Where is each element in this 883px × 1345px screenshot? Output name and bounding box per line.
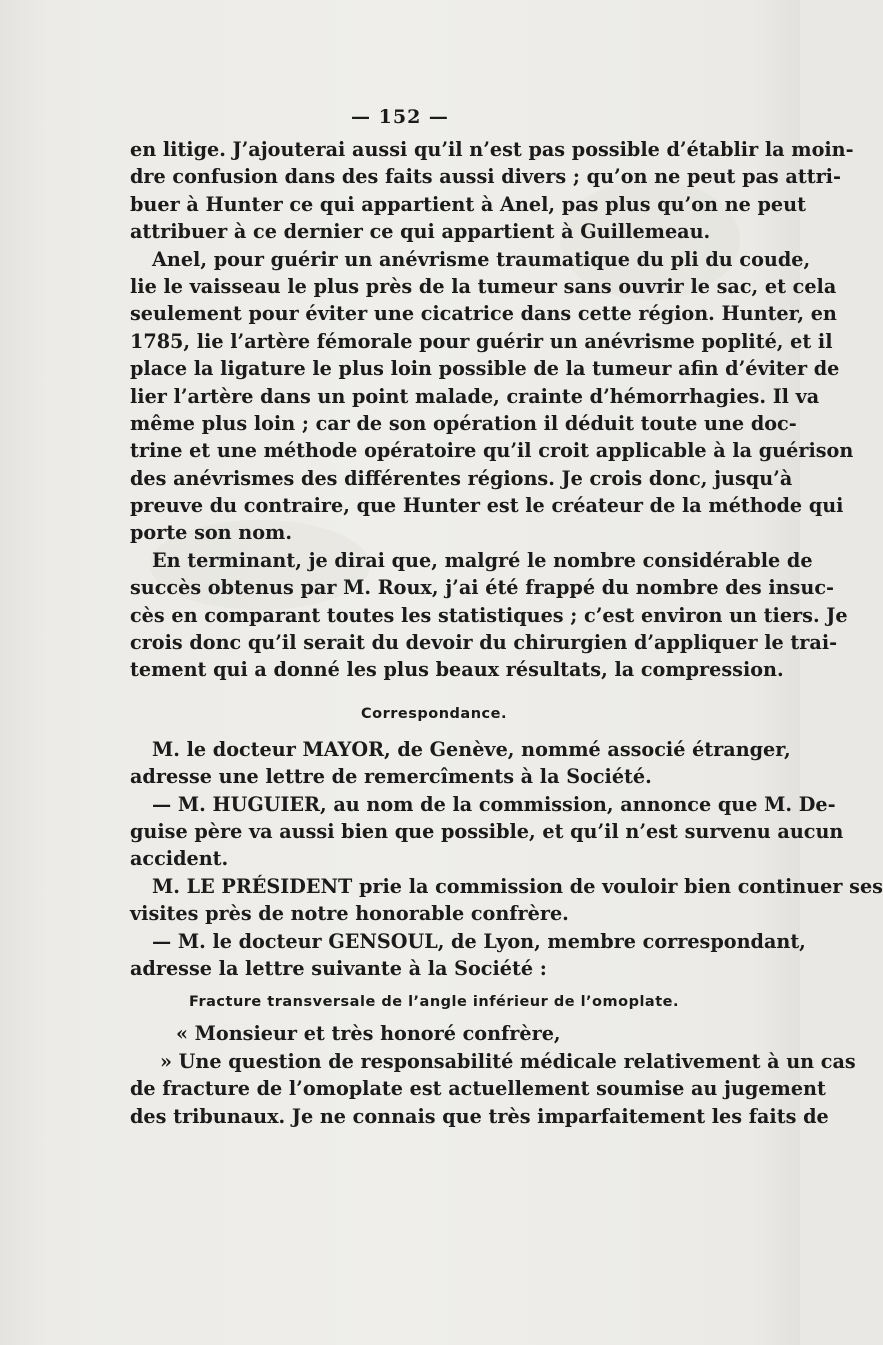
text-line: « Monsieur et très honoré confrère,	[176, 1022, 561, 1046]
text-line: place la ligature le plus loin possible de la tumeur afin d’éviter de	[130, 357, 840, 381]
text-line: succès obtenus par M. Roux, j’ai été frappé du nombre des insuc-	[130, 576, 834, 600]
text-line: en litige. J’ajouterai aussi qu’il n’est pas possible d’établir la moin-	[130, 138, 854, 161]
paragraph-block-letter	[130, 1020, 856, 1130]
text-line: buer à Hunter ce qui appartient à Anel, pas plus qu’on ne peut	[130, 192, 806, 216]
text-line: En terminant, je dirai que, malgré le nombre considérable de	[152, 548, 813, 572]
page-number: — 152 —	[351, 106, 449, 128]
text-line: preuve du contraire, que Hunter est le créateur de la méthode qui	[130, 494, 844, 518]
text-line: — M. le docteur GENSOUL, de Lyon, membre correspondant,	[152, 929, 806, 953]
text-line: des anévrismes des différentes régions. Je crois donc, jusqu’à	[130, 466, 793, 490]
text-line: adresse la lettre suivante à la Société :	[130, 956, 547, 980]
text-line: cès en comparant toutes les statistiques ; c’est environ un tiers. Je	[130, 603, 848, 627]
text-line: crois donc qu’il serait du devoir du chirurgien d’appliquer le trai-	[130, 631, 838, 655]
section-heading-correspondance: Correspondance.	[361, 705, 507, 722]
paragraph-block-correspondance	[130, 736, 883, 983]
text-line: M. LE PRÉSIDENT prie la commission de vouloir bien continuer ses	[152, 874, 883, 898]
text-line: » Une question de responsabilité médicale relativement à un cas	[160, 1049, 856, 1073]
text-line: lier l’artère dans un point malade, crainte d’hémorrhagies. Il va	[130, 384, 820, 408]
text-line: visites près de notre honorable confrère.	[130, 902, 569, 926]
text-line: porte son nom.	[130, 521, 293, 545]
paragraph-block-discussion	[130, 136, 854, 684]
text-line: même plus loin ; car de son opération il déduit toute une doc-	[130, 411, 797, 435]
text-line: tement qui a donné les plus beaux résultats, la compression.	[130, 658, 784, 682]
text-line: adresse une lettre de remercîments à la Société.	[130, 765, 652, 789]
text-line: lie le vaisseau le plus près de la tumeur sans ouvrir le sac, et cela	[130, 274, 837, 298]
text-line: — M. HUGUIER, au nom de la commission, annonce que M. De-	[152, 792, 836, 816]
text-line: seulement pour éviter une cicatrice dans cette région. Hunter, en	[130, 302, 837, 326]
text-line: accident.	[130, 847, 229, 871]
text-line: des tribunaux. Je ne connais que très imparfaitement les faits de	[130, 1104, 829, 1128]
text-line: Anel, pour guérir un anévrisme traumatique du pli du coude,	[152, 247, 811, 271]
text-line: M. le docteur MAYOR, de Genève, nommé associé étranger,	[152, 737, 791, 761]
section-heading-fracture: Fracture transversale de l’angle inférieur de l’omoplate.	[189, 994, 679, 1011]
text-line: de fracture de l’omoplate est actuellement soumise au jugement	[130, 1077, 826, 1101]
text-line: dre confusion dans des faits aussi divers ; qu’on ne peut pas attri-	[130, 165, 841, 189]
text-line: attribuer à ce dernier ce qui appartient à Guillemeau.	[130, 220, 711, 244]
text-line: trine et une méthode opératoire qu’il croit applicable à la guérison	[130, 439, 854, 463]
text-line: 1785, lie l’artère fémorale pour guérir un anévrisme poplité, et il	[130, 329, 833, 353]
text-line: guise père va aussi bien que possible, et qu’il n’est survenu aucun	[130, 819, 844, 843]
body-text	[130, 136, 883, 1130]
